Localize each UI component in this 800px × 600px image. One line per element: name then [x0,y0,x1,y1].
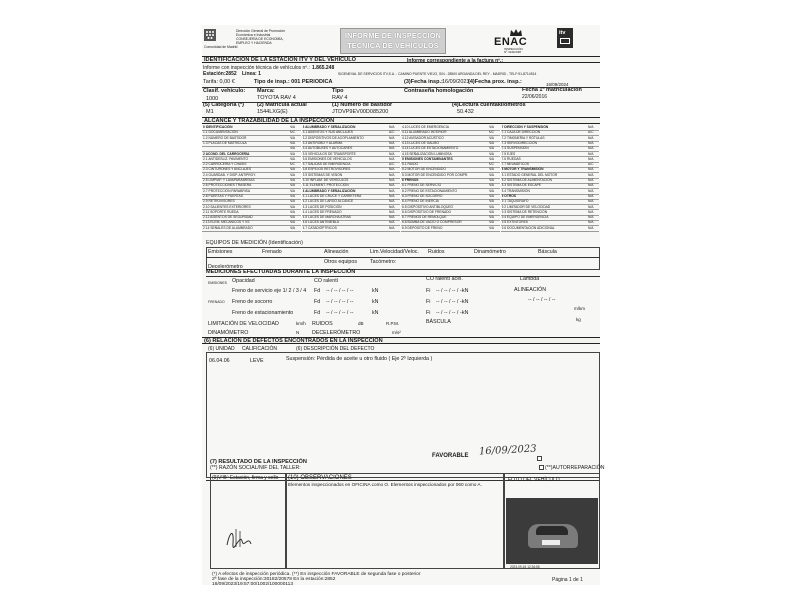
rpm-unit: R.P.M. [386,321,400,326]
scope-mark: N/A [389,215,395,220]
scope-item: 5.1 RUIDO [402,162,419,167]
scope-mark: N/A [289,193,295,198]
fi-3: Fi [426,310,431,316]
scale-unit: kg [576,317,581,322]
eq-emissions: Emisiones [208,249,233,255]
station: Estación:2852 [203,71,237,77]
seal-label: (9)VºBº Estación, firma y sello [212,475,279,481]
itv-bar-icon [560,38,570,44]
dyn-unit: N [296,330,300,335]
alignment-label: ALINEACIÓN [514,287,547,293]
scope-item: 5.3 MOTOR DE ENCENDIDO POR COMPR. [402,172,469,177]
scope-mark: N/A [588,156,594,161]
fi-2-unit: kN [462,299,469,305]
scope-mark: N/A [289,167,295,172]
scope-mark: N/A [488,225,494,230]
scope-item: 1.2 NÚMERO DE BASTIDOR [203,135,247,140]
scope-item: 6.5 DISPOSITIVO ANTIBLOQUEO [402,204,454,209]
scope-mark: N/A [289,209,295,214]
scope-item: 3.7 SALIDAS DE EMERGENCIA [302,162,351,167]
fd-2: Fd [314,299,321,305]
decel-unit: m/s² [392,330,401,335]
scope-item: 6.4 FRENO DE INERCIA [402,199,439,204]
scope-item: 2.8 PUERTAS Y PUERTAS [203,193,243,198]
scope-mark: N/A [588,140,594,145]
scope-mark: N/A [389,209,395,214]
scope-item: 2.14 SEÑALES DE ALUMBRADO [203,225,253,230]
scope-item: 4.7 CATADIÓPTRICOS [302,225,337,230]
scope-mark: N/A [389,140,395,145]
scope-item: 2.9 RETROVISORES [203,199,235,204]
scope-mark: N/A [289,215,295,220]
verdict-checkbox[interactable] [537,456,542,461]
scope-mark: A/C [289,130,295,135]
scope-mark: N/A [389,220,395,225]
scope-item: 4.3 LUCES DE POSICIÓN [302,204,342,209]
scope-item: 4.5 LUCES DE MARCHA ATRÁS [302,215,351,220]
class-label: Clasif. vehículo: [203,88,246,94]
measurements-title: MEDICIONES EFECTUADAS DURANTE LA INSPECCIÓN [206,269,356,275]
fi-1-unit: kN [462,288,469,294]
scope-item: 7.7 NEUMÁTICOS [501,162,529,167]
scope-item: 7.5 EJES [501,151,516,156]
scope-mark: N/A [488,199,494,204]
brand-label: Marca: [257,88,275,94]
seal-box [210,473,286,569]
noise-unit: dB [358,321,364,326]
scope-mark: N/A [488,183,494,188]
speed-limit: LIMITACIÓN DE VELOCIDAD [208,321,279,327]
plate: 1544LXG(E) [257,109,288,115]
scope-mark: N/A [389,178,395,182]
itv-text: itv [559,30,566,36]
scope-mark: N/A [389,199,395,204]
eq-tachometer: Tacómetro: [370,259,397,265]
ministry-line-1: Dirección General de Promoción [236,29,285,33]
equipment-title: EQUIPOS DE MEDICIÓN (Identificación) [206,240,303,246]
opacity-label: Opacidad [232,278,255,284]
scope-item: 8.2 SISTEMA DE ALIMENTACIÓN [501,178,553,182]
vin: JTDVP9EV00D085200 [332,109,389,115]
scope-mark: N/A [588,220,594,225]
scope-mark: N/A [389,172,395,177]
signature-icon [224,525,254,551]
observations-title: (10) OBSERVACIONES [288,475,352,481]
eq-other: Otros equipos [324,259,357,265]
scope-mark: N/A [488,146,494,151]
report-number-label: Informe con inspección técnica de vehículos nº.: [203,65,310,71]
eq-scale: Báscula [538,249,557,255]
scope-item: 7.6 RUEDAS [501,156,521,161]
enac-sub: INSPECCIÓN [504,47,523,51]
vehicle-photo [506,498,598,564]
self-repair-label: (**)AUTORREPARACIÓN [545,465,605,471]
scope-mark: N/A [289,199,295,204]
scope-item: 2 ACOND. DEL CARROCERÍA [203,151,250,156]
scope-item: 0 IDENTIFICACIÓN [203,125,233,129]
fi-3-values: -- / -- / -- / -- [436,310,464,316]
fd-3-unit: kN [372,310,379,316]
scope-item: 7.4 SUSPENSIÓN [501,146,529,151]
scope-mark: N/A [289,225,295,230]
scope-mark: N/A [588,215,594,220]
scope-item: 6.2 FRENO DE ESTACIONAMIENTO [402,188,458,193]
speed-unit: km/h [296,321,306,326]
scale-label: BÁSCULA [426,319,451,325]
fd-1: Fd [314,288,321,294]
fd-2-values: -- / -- / -- / -- [326,299,354,305]
scope-mark: N/A [389,156,395,161]
scope-item: 3.6 EMISIONES DE VEHÍCULOS [302,156,352,161]
station-address: SIGENEVAL DE SERVICIOS ITV,S.A. - CAMINO PUENTE VIEJO, S/N - 28500 ARGANDA DEL REY - MADRID - TELF:91-8714514 [338,72,537,76]
scope-item: 2.10 SALIENTES EXTERIORES [203,204,251,209]
handwritten-date: 16/09/2023 [478,443,537,458]
eq-alignment: Alineación [324,249,349,255]
scope-mark: N/A [588,125,594,129]
scope-mark: N/A [289,140,295,145]
scope-item: 7.3 SERVODIRECCIÓN [501,140,537,145]
scope-item: 2.5 LIMPIAP. Y LAVAPARABRISAS [203,178,255,182]
scope-mark: N/A [488,220,494,225]
defect-code: 06.04.06 [209,358,230,364]
scope-item: 2.11 SOPORTE RUEDA [203,209,239,214]
scope-item: 3.11 ELEMENT. PROTECCIÓN [302,183,349,188]
scope-mark: N/A [289,172,295,177]
report-number: 1.865.248 [312,65,335,71]
scope-mark: N/A [588,204,594,209]
scope-mark: N/A [389,225,395,230]
scope-item: 4.10 LUCES DE EMERGENCIA [402,125,449,129]
scope-mark: N/A [289,135,295,140]
defects-col-class: CALIFICACIÓN [242,346,278,352]
photo-stamp: 2023-09-16 12:34:55 [510,565,540,569]
noise-label: RUIDOS [312,321,333,327]
scope-mark: N/A [289,156,295,161]
type-label: Tipo [332,88,344,94]
co-ralenti-acel: CO ralentí acel. [426,276,463,282]
scope-mark: N/A [588,193,594,198]
divider [206,276,600,277]
ident-section-title: IDENTIFICACIÓN DE LA ESTACIÓN ITV Y DEL VEHÍCULO [202,56,600,63]
scope-item: 3.9 SISTEMAS DE VISIÓN [302,172,343,177]
ministry-line-3: CONSEJERÍA DE ECONOMÍA, [236,37,284,41]
scope-mark: A/C [389,162,395,167]
brand: TOYOTA RAV 4 [257,95,296,101]
date-insp: 16/09/2023 [442,79,470,85]
scope-mark: N/A [488,156,494,161]
scope-mark: A/C [389,130,395,135]
itv-logo [557,28,573,48]
scope-item: 4 ALUMBRADO Y SEÑALIZACIÓN [302,188,356,193]
scope-item: 2.7 PROTECCIÓN PARABRISA [203,188,251,193]
scope-mark: A/C [588,162,594,167]
eq-dyn: Dinamómetro [474,249,506,255]
scope-item: 6.7 FRENOS DE REMOLQUE [402,215,447,220]
scope-mark: N/A [389,204,395,209]
eq-noise: Ruidos [428,249,445,255]
scope-mark: N/A [488,215,494,220]
footer-line-1: (*) A efectos de inspección periódica. (**) En inspección FAVORABLE de segunda fase o posterior [212,572,421,577]
scope-item: 4.4 LUCES DE FRENADO [302,209,342,214]
scope-item: 8.4 TRANSMISIÓN [501,188,530,193]
scope-mark: N/A [588,146,594,151]
scope-item: 9.4 EQUIPO DE EMERGENCIA [501,215,549,220]
scope-mark: N/A [289,125,295,129]
scope-mark: N/A [588,199,594,204]
tariff: Tarifa: 0,00 € [203,79,235,85]
ministry-line-4: EMPLEO Y HACIENDA [236,41,272,45]
fd-2-unit: kN [372,299,379,305]
scope-mark: N/A [488,204,494,209]
scope-item: 9.6 DOCUMENTACIÓN ADICIONAL [501,225,555,230]
scope-mark: N/A [289,151,295,156]
scope-item: 7.1 CAJA DE DIRECCIÓN [501,130,541,135]
report-banner [340,28,446,54]
scope-mark: N/A [289,220,295,225]
scope-item: 3.10 INFLAM. DE VEHÍCULOS [302,178,349,182]
scope-item: 8.1 ESTADO GENERAL DEL MOTOR [501,172,558,177]
scope-mark: N/A [588,172,594,177]
emergency-brake: Freno de socorro [232,299,273,305]
scope-mark: N/A [289,178,295,182]
category-label: (5) Categoría (*) [203,102,244,108]
divider [206,257,600,258]
scope-item: 4.11 ALUMBRADO INTERIOR [402,130,447,135]
scope-mark: N/A [488,151,494,156]
defects-col-unit: (6) UNIDAD [208,346,235,352]
scope-item: 2.12 ASIENTOS DE SEGURIDAD [203,215,253,220]
scope-mark: N/A [488,188,494,193]
scope-item: 3 ALUMBRADO Y SEÑALIZACIÓN [302,125,356,129]
region-label: Comunidad de Madrid [204,45,238,49]
scope-section-title: ALCANCE Y TRAZABILIDAD DE LA INSPECCIÓN [202,117,600,124]
scope-item: 4.2 LUCES DE LARGO ALCANCE [302,199,354,204]
scope-item: 3.5 VEHÍCULOS DE TRANSPORTE [302,151,356,156]
enac-number: Nº 41/EI/038 [504,50,521,54]
enac-logo [492,28,540,54]
scope-item: 5 EMISIONES CONTAMINANTES [402,156,453,161]
next-insp-label: (4)Fecha prox. insp.: [468,79,522,85]
scope-item: 3.4 AUTOBUSES Y AUTOCARES [302,146,353,151]
self-repair-checkbox[interactable] [539,465,544,470]
lines: Línea: 1 [242,71,261,77]
scope-item: 9.5 EXTINTORES [501,220,529,225]
scope-mark: N/A [588,167,594,172]
workshop-label: (**) RAZÓN SOCIAL/NIF DEL TALLER: [210,465,301,471]
result-title: (7) RESULTADO DE LA INSPECCIÓN [210,459,307,465]
scope-mark: N/A [389,151,395,156]
scope-item: 2.1 ANTIDESLIZ. PAVIMENTO [203,156,249,161]
invoice-label: Informe correspondiente a la factura nº.: [407,58,504,64]
first-reg-label: Fecha 1ª matriculación [522,87,582,93]
scope-item: 3.3 ANTIROBO Y ALARMA [302,140,343,145]
scope-mark: N/A [488,193,494,198]
first-reg: 22/06/2016 [522,94,548,100]
scope-item: 2.3 CINTURONES Y ANCLAJES [203,167,252,172]
km-label: (4)Lectura cuentakilómetros [452,102,526,108]
footer-line-3: 16/09/2023/19:57:00/1002/100000113 [212,582,294,587]
scope-mark: N/A [488,167,494,172]
fd-1-unit: kN [372,288,379,294]
scope-mark: A/C [488,162,494,167]
fd-3: Fd [314,310,321,316]
scope-item: 2.6 PROTECCIONES TRASERA [203,183,252,188]
scope-item: 3.1 ASIENTOS Y SUS ANCLAJES [302,130,353,135]
banner-line-1: INFORME DE INSPECCIÓN [344,31,442,40]
km: 50.432 [457,109,474,115]
scope-item: 9 OTROS [501,193,516,198]
page-number: Página 1 de 1 [552,577,583,583]
result-verdict: FAVORABLE [432,453,469,459]
co-ralenti: CO ralentí [314,278,339,284]
inspection-type: Tipo de insp.: 001 PERIODICA [254,79,333,85]
scope-mark: N/A [289,183,295,188]
defects-col-desc: (6) DESCRIPCIÓN DEL DEFECTO [296,346,375,352]
scope-item: 6.1 FRENO DE SERVICIO [402,183,442,188]
scope-item: 2.2 CARROCERÍA Y CHASIS [203,162,247,167]
scope-item: 6.6 DISPOSITIVO DE FRENADO [402,209,452,214]
scope-mark: N/A [588,225,594,230]
footer-line-2: 2ª fase de la inspección:30182/20578 En la estación:2852 [212,577,336,582]
scope-mark: N/A [488,209,494,214]
scope-mark: N/A [588,209,594,214]
scope-item: 6.9 DEPÓSITO DE FRENO [402,225,443,230]
banner-line-2: TÉCNICA DE VEHÍCULOS [347,41,439,50]
scope-item: 7 DIRECCIÓN Y SUSPENSIÓN [501,125,549,129]
scope-mark: N/A [389,167,395,172]
defect-description: Suspensión: Pérdida de aceite u otro fluido ( Eje 2º Izquierda ) [286,356,433,362]
scope-item: 1.1 DOCUMENTACIÓN [203,130,238,135]
lambda: Lambda [520,276,540,282]
scope-grid [202,125,600,231]
dyn-label: DINAMÓMETRO [208,330,249,336]
defect-rating: LEVE [250,358,264,364]
brake-label: FRENADO [208,300,225,304]
scope-mark: N/A [488,140,494,145]
ministry-line-2: Económica e Industrial [236,33,271,37]
scope-mark: N/A [488,125,494,129]
scope-item: 3.8 ESPEJOS RETROVISORES [302,167,351,172]
scope-mark: N/A [588,151,594,156]
scope-item: 8.3 SISTEMA DE ESCAPE [501,183,542,188]
car-window-icon [536,526,568,535]
scope-mark: N/A [488,178,494,182]
scope-item: 4.1 LUCES DE CRUCE Y CARRETERA [302,193,362,198]
scope-item: 9.1 TAQUÍGRAFO [501,199,529,204]
scope-mark: N/A [588,188,594,193]
emissions-label: EMISIONES [208,281,227,285]
scope-mark: N/A [389,183,395,188]
scope-item: 6.8 BOMBA DE VACÍO O COMPRESOR [402,220,462,225]
fd-1-values: -- / -- / -- / -- [326,288,354,294]
type: RAV 4 [332,95,348,101]
scope-item: 1.3 PLACAS DE MATRÍCULA [203,140,247,145]
alignment-unit: m/km [574,306,585,311]
scope-item: 6 FRENOS [402,178,419,182]
inspection-report [202,25,605,587]
scope-item: 4.13 LUCES DE GÁLIBO [402,140,440,145]
decel-label: DECELERÓMETRO [312,330,361,336]
fd-3-values: -- / -- / -- / -- [326,310,354,316]
date-insp-label: (3)Fecha insp.: [404,79,443,85]
scope-mark: N/A [389,193,395,198]
eq-brakes: Frenado [262,249,282,255]
eq-decel: Decelerómetro [208,264,243,270]
scope-item: 9.3 SISTEMA DE RETENCIÓN [501,209,548,214]
category: M1 [206,109,214,115]
alignment-values: -- / -- / -- / -- [528,297,556,303]
scope-item: 2.13 ELEM. MECÁNICOS Y VS [203,220,250,225]
scope-item: 3.2 DISPOSITIVOS DE ACOPLAMIENTO [302,135,364,140]
vehicle-class: 1000 [206,96,219,102]
plate-label: (2) Matrícula actual [257,102,307,108]
fi-3-unit: kN [462,310,469,316]
scope-item: 4.6 LUCES ANTINIEBLA [302,220,339,225]
defects-title: (6) RELACIÓN DE DEFECTOS ENCONTRADOS EN LA INSPECCIÓN [202,337,600,344]
fi-2: Fi [426,299,431,305]
scope-item: 5.2 MOTOR DE ENCENDIDO [402,167,446,172]
fi-1: Fi [426,288,431,294]
enac-title: ENAC [494,36,528,48]
scope-mark: N/A [588,135,594,140]
observations-text: Elementos inspeccionados en OFICINA como O. Elementos inspeccionados por 060 como A. [288,482,482,487]
scope-mark: N/A [289,204,295,209]
scope-mark: N/A [389,135,395,140]
scope-item: 4.15 SEÑALIZACIÓN LUMINOSA [402,151,452,156]
plate-icon [542,540,560,545]
scope-mark: N/A [389,125,395,129]
scope-mark: A/C [488,130,494,135]
fi-2-values: -- / -- / -- / -- [436,299,464,305]
scope-mark: N/A [389,146,395,151]
vin-label: (1) Número de bastidor [332,102,393,108]
scope-mark: N/A [588,178,594,182]
homolog-label: Contraseña homologación [404,88,474,94]
eq-speed: Lim.Velocidad/Veloc. [370,249,419,255]
parking-brake: Freno de estacionamiento [232,310,294,316]
scope-mark: N/A [389,188,395,193]
scope-mark: N/A [488,135,494,140]
scope-item: 8 MOTOR Y TRANSMISIÓN [501,167,544,172]
scope-item: 7.2 TIMONERÍA Y RÓTULAS [501,135,545,140]
scope-item: 4.14 LUCES DE ESTACIONAMIENTO [402,146,459,151]
scope-item: 9.2 LIMITADOR DE VELOCIDAD [501,204,551,209]
scope-item: 4.12 AVISADOR ACÚSTICO [402,135,444,140]
service-brake: Freno de servicio eje 1/ 2 / 3 / 4 [232,288,307,294]
scope-mark: N/A [289,188,295,193]
scope-mark: A/C [588,130,594,135]
scope-mark: N/A [289,146,295,151]
scope-mark: A/C [289,162,295,167]
fi-1-values: -- / -- / -- / -- [436,288,464,294]
scope-mark: N/A [488,172,494,177]
scope-item: 2.4 GUARDAB. Y DISP. ANTIPROY. [203,172,256,177]
scope-mark: N/A [588,183,594,188]
next-insp: 16/09/2024 [546,82,569,87]
photo-label: FOTO DEL VEHÍCULO [508,477,560,483]
scope-item: 6.3 FRENO DE SOCORRO [402,193,443,198]
